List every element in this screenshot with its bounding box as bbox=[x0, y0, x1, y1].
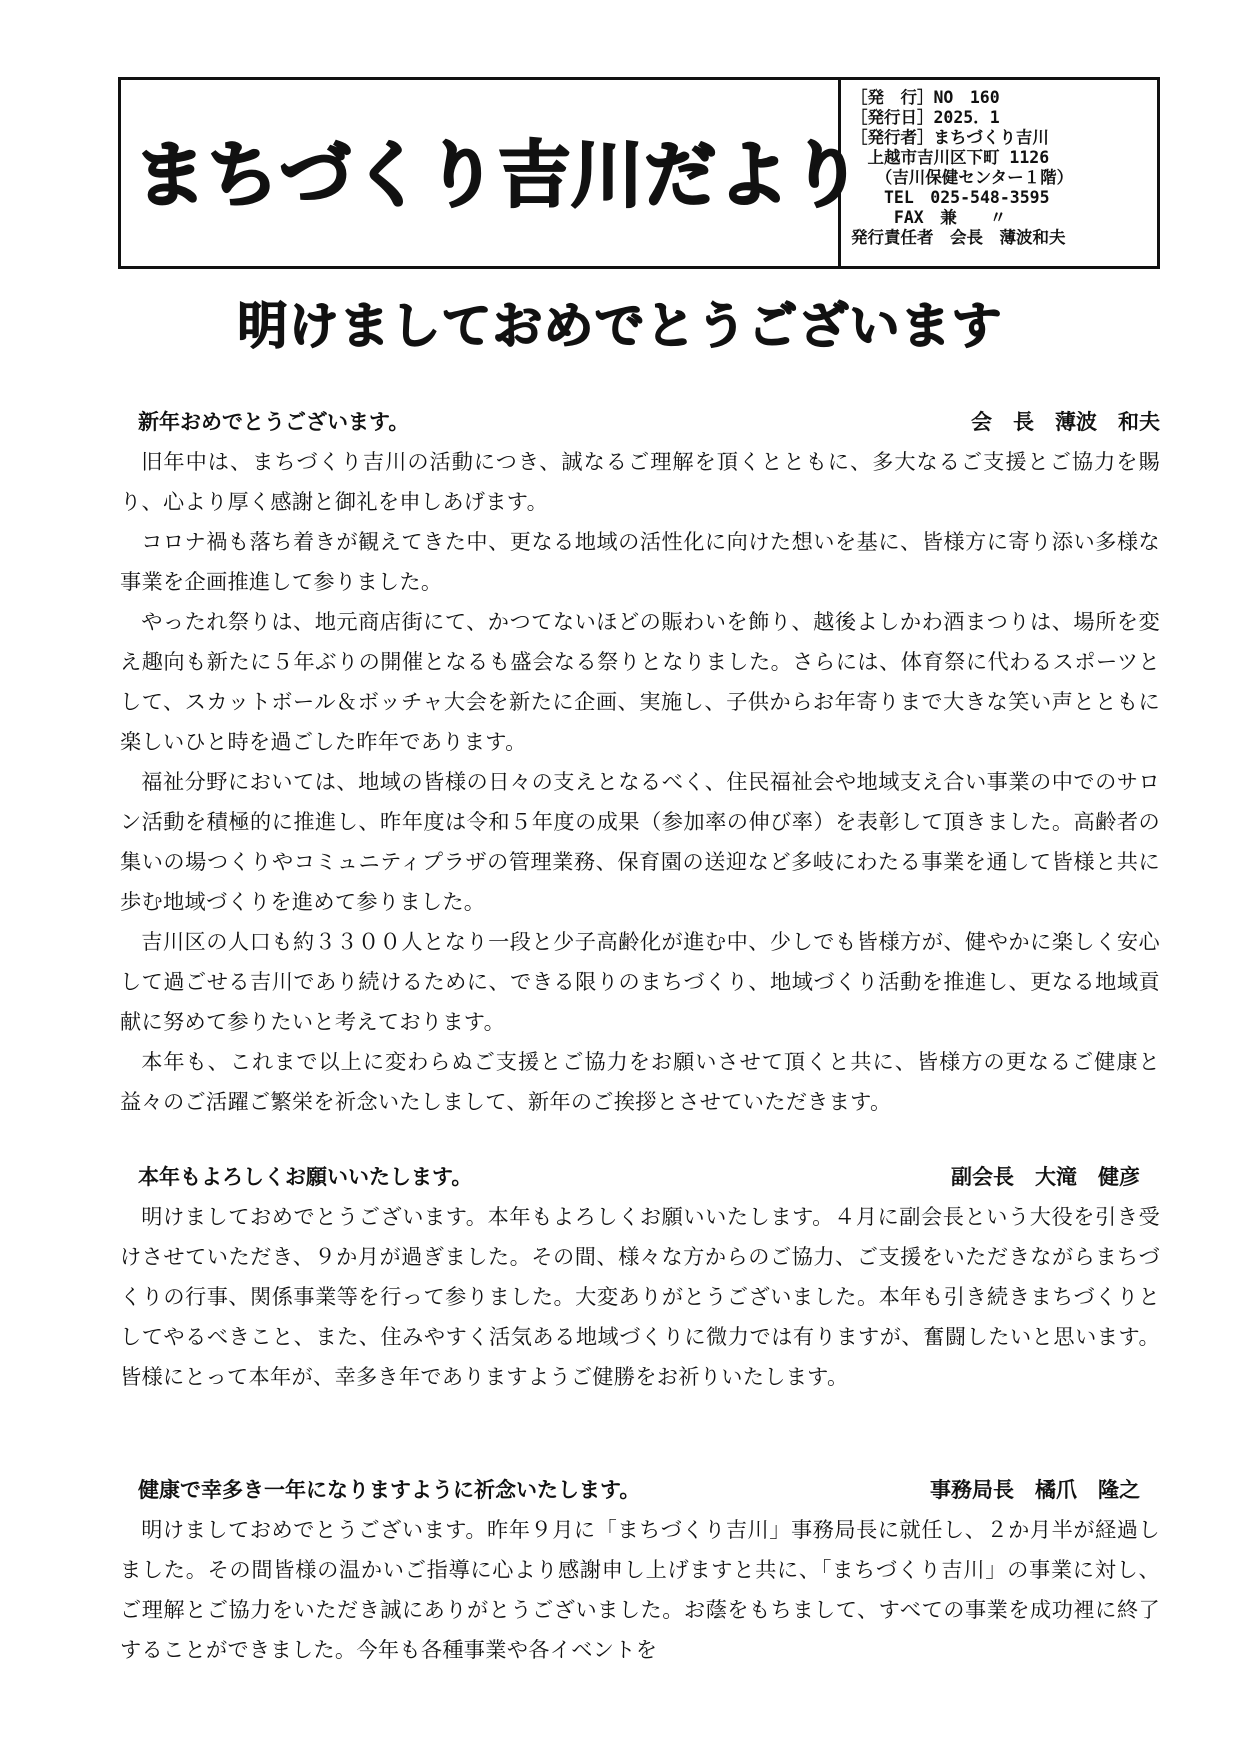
paragraph: 吉川区の人口も約３３００人となり一段と少子高齢化が進む中、少しでも皆様方が、健やかに楽しく安心して過ごせる吉川であり続けるために、できる限りのまちづくり、地域づくり活動を推進し、更なる地域貢献に努めて参りたいと考えております。 bbox=[120, 929, 1160, 1034]
publication-info-line: （吉川保健センター１階） bbox=[867, 168, 1074, 187]
secretary-general-message bbox=[120, 1470, 1160, 1670]
publication-info-line: FAX 兼 〃 bbox=[867, 208, 1007, 227]
vice-chairman-message bbox=[120, 1157, 1160, 1397]
paragraph: コロナ禍も落ち着きが観えてきた中、更なる地域の活性化に向けた想いを基に、皆様方に寄り添い多様な事業を企画推進して参りました。 bbox=[120, 529, 1160, 594]
publication-info bbox=[851, 88, 1151, 248]
masthead-box bbox=[118, 77, 1160, 269]
section-header bbox=[120, 402, 1160, 442]
paragraph: 旧年中は、まちづくり吉川の活動につき、誠なるご理解を頂くとともに、多大なるご支援とご協力を賜り、心より厚く感謝と御礼を申しあげます。 bbox=[120, 449, 1160, 514]
paragraph: 明けましておめでとうございます。昨年９月に「まちづくり吉川」事務局長に就任し、２か月半が経過しました。その間皆様の温かいご指導に心より感謝申し上げますと共に、「まちづくり吉川」の事業に対し、ご理解とご協力をいただき誠にありがとうございました。お蔭をもちまして、すべての事業を成功裡に終了することができました。今年も各種事業や各イベントを bbox=[120, 1517, 1160, 1662]
publication-info-line: TEL 025-548-3595 bbox=[867, 188, 1050, 207]
publication-info-line: ［発行者］まちづくり吉川 bbox=[851, 128, 1049, 147]
section-author: 事務局長 橘爪 隆之 bbox=[930, 1477, 1140, 1502]
section-heading: 新年おめでとうございます。 bbox=[138, 409, 410, 434]
section-body bbox=[120, 1510, 1160, 1670]
section-author: 副会長 大滝 健彦 bbox=[951, 1164, 1140, 1189]
section-header bbox=[120, 1470, 1160, 1510]
publication-info-line: 発行責任者 会長 薄波和夫 bbox=[851, 228, 1066, 247]
section-heading: 本年もよろしくお願いいたします。 bbox=[138, 1164, 473, 1189]
new-year-headline: 明けましておめでとうございます bbox=[237, 297, 1003, 355]
chairman-message bbox=[120, 402, 1160, 1122]
publication-info-line: 上越市吉川区下町 1126 bbox=[867, 148, 1050, 167]
section-author: 会 長 薄波 和夫 bbox=[971, 409, 1160, 434]
masthead-title-cell bbox=[121, 80, 864, 266]
section-header bbox=[120, 1157, 1160, 1197]
paragraph: 本年も、これまで以上に変わらぬご支援とご協力をお願いさせて頂くと共に、皆様方の更なるご健康と益々のご活躍ご繁栄を祈念いたしまして、新年のご挨拶とさせていただきます。 bbox=[120, 1049, 1160, 1114]
paragraph: 明けましておめでとうございます。本年もよろしくお願いいたします。４月に副会長という大役を引き受けさせていただき、９か月が過ぎました。その間、様々な方からのご協力、ご支援をいただきながらまちづくりの行事、関係事業等を行って参りました。大変ありがとうございました。本年も引き続きまちづくりとしてやるべきこと、また、住みやすく活気ある地域づくりに微力では有りますが、奮闘したいと思います。皆様にとって本年が、幸多き年でありますようご健勝をお祈りいたします。 bbox=[120, 1204, 1160, 1389]
paragraph: やったれ祭りは、地元商店街にて、かつてないほどの賑わいを飾り、越後よしかわ酒まつりは、場所を変え趣向も新たに５年ぶりの開催となるも盛会なる祭りとなりました。さらには、体育祭に代わるスポーツとして、スカットボール＆ボッチャ大会を新たに企画、実施し、子供からお年寄りまで大きな笑い声とともに楽しいひと時を過ごした昨年であります。 bbox=[120, 609, 1160, 754]
paragraph: 福祉分野においては、地域の皆様の日々の支えとなるべく、住民福祉会や地域支え合い事業の中でのサロン活動を積極的に推進し、昨年度は令和５年度の成果（参加率の伸び率）を表彰して頂きました。高齢者の集いの場つくりやコミュニティプラザの管理業務、保育園の送迎など多岐にわたる事業を通して皆様と共に歩む地域づくりを進めて参りました。 bbox=[120, 769, 1160, 914]
section-heading: 健康で幸多き一年になりますように祈念いたします。 bbox=[138, 1477, 641, 1502]
section-body bbox=[120, 1197, 1160, 1397]
newsletter-title: まちづくり吉川だより bbox=[134, 133, 864, 217]
section-body bbox=[120, 442, 1160, 1122]
publication-info-line: ［発行日］2025．1 bbox=[851, 108, 1000, 127]
publication-info-line: ［発 行］NO 160 bbox=[851, 88, 1000, 107]
